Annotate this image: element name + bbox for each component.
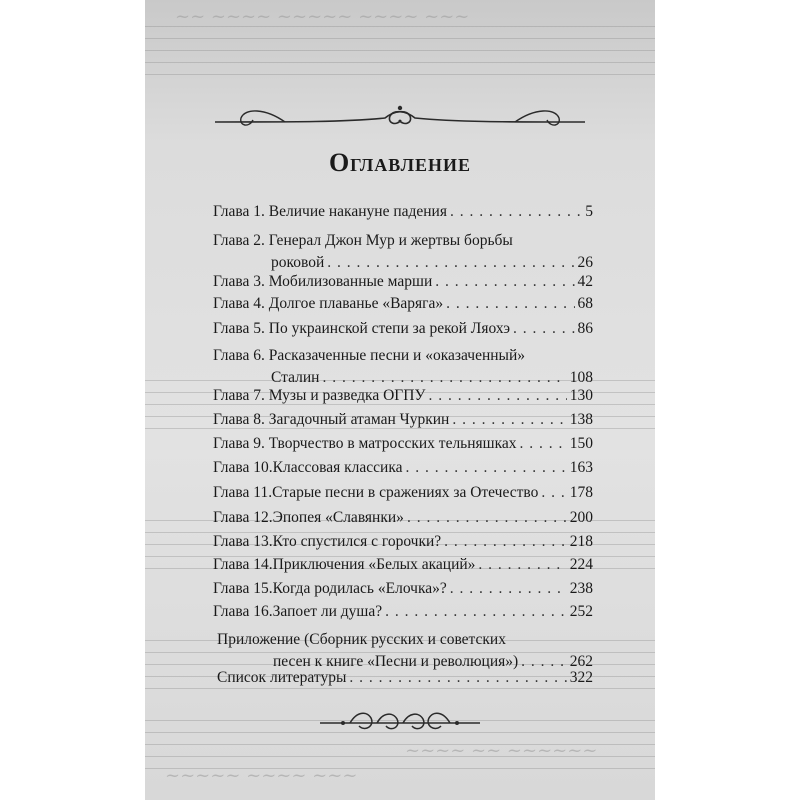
chapter-title: Когда родилась «Елочка»? [272, 580, 447, 597]
toc-entry [213, 482, 593, 504]
leader-dots [478, 554, 566, 576]
bottom-ornament-divider [145, 706, 655, 740]
music-staff-decoration [145, 26, 655, 86]
page-number: 163 [569, 459, 593, 476]
toc-entry [213, 457, 593, 479]
toc-entry [213, 271, 593, 293]
leader-dots [435, 271, 574, 293]
chapter-title: Загадочный атаман Чуркин [268, 411, 450, 428]
handwriting-decoration: ~~~~ ~~ ~~~~~~ [405, 740, 598, 761]
leader-dots [452, 409, 566, 431]
chapter-label: Глава 6. [213, 347, 265, 364]
page-number: 138 [569, 411, 593, 428]
chapter-title: Мобилизованные марши [268, 273, 433, 290]
chapter-label: Глава 8. [213, 411, 265, 428]
bibliography-title: Список литературы [217, 669, 347, 686]
toc-heading: Оглавление [328, 148, 472, 177]
page-number: 26 [577, 254, 593, 271]
chapter-label: Глава 12. [213, 509, 273, 526]
page-number: 42 [577, 273, 593, 290]
chapter-title: Запоет ли душа? [272, 603, 383, 620]
chapter-title: Эпопея «Славянки» [272, 509, 404, 526]
page-number: 200 [569, 509, 593, 526]
appendix-title-continued: песен к книге «Песни и революция») [273, 653, 519, 670]
chapter-title: Приключения «Белых акаций» [272, 556, 476, 573]
toc-entry [213, 345, 593, 389]
leader-dots [513, 318, 574, 340]
toc-entry [213, 507, 593, 529]
leader-dots [450, 578, 567, 600]
leader-dots [446, 293, 574, 315]
chapter-label: Глава 9. [213, 435, 265, 452]
page-number: 108 [569, 369, 593, 386]
page-number: 86 [577, 320, 593, 337]
toc-entry [213, 554, 593, 576]
page-number: 238 [569, 580, 593, 597]
toc-entry [213, 201, 593, 223]
leader-dots [406, 457, 567, 479]
leader-dots [385, 601, 567, 623]
chapter-title: Классовая классика [272, 459, 403, 476]
leader-dots [444, 531, 567, 553]
chapter-title: Старые песни в сражениях за Отечество [272, 484, 539, 501]
toc-entry [213, 531, 593, 553]
page-number: 262 [569, 653, 593, 670]
chapter-label: Глава 15. [213, 580, 273, 597]
chapter-title: Долгое плаванье «Варяга» [268, 295, 444, 312]
leader-dots [520, 433, 567, 455]
chapter-label: Глава 2. [213, 232, 265, 249]
toc-entry-bibliography [213, 667, 593, 689]
leader-dots [407, 507, 567, 529]
chapter-label: Глава 14. [213, 556, 273, 573]
chapter-title: Творчество в матросских тельняшках [268, 435, 517, 452]
chapter-label: Глава 7. [213, 387, 265, 404]
chapter-title: Расказаченные песни и «оказаченный» [268, 347, 526, 364]
page-number: 150 [569, 435, 593, 452]
chapter-title: Генерал Джон Мур и жертвы борьбы [268, 232, 513, 249]
page-number: 322 [569, 669, 593, 686]
chapter-label: Глава 16. [213, 603, 273, 620]
toc-entry [213, 601, 593, 623]
book-page [145, 0, 655, 800]
chapter-title: Музы и разведка ОГПУ [268, 387, 426, 404]
chapter-label: Глава 13. [213, 533, 273, 550]
page-number: 224 [569, 556, 593, 573]
chapter-title-continued: роковой [271, 254, 325, 271]
toc-entry [213, 409, 593, 431]
toc-entry [213, 385, 593, 407]
page-number: 68 [577, 295, 593, 312]
top-ornament-divider [145, 100, 655, 136]
chapter-title: По украинской степи за рекой Ляохэ [268, 320, 511, 337]
page-number: 5 [585, 203, 593, 220]
page-number: 252 [569, 603, 593, 620]
leader-dots [541, 482, 566, 504]
chapter-label: Глава 4. [213, 295, 265, 312]
page-number: 218 [569, 533, 593, 550]
leader-dots [428, 385, 566, 407]
handwriting-decoration: ~~ ~~~~ ~~~~~ ~~~~ ~~~ [175, 6, 470, 27]
page-number: 178 [569, 484, 593, 501]
chapter-title-continued: Сталин [271, 369, 320, 386]
leader-dots [349, 667, 566, 689]
chapter-title: Величие накануне падения [268, 203, 447, 220]
appendix-title: Приложение (Сборник русских и советских [217, 631, 506, 648]
toc-entry [213, 433, 593, 455]
chapter-title: Кто спустился с горочки? [272, 533, 442, 550]
chapter-label: Глава 10. [213, 459, 273, 476]
toc-entry [213, 318, 593, 340]
chapter-label: Глава 5. [213, 320, 265, 337]
chapter-label: Глава 1. [213, 203, 265, 220]
toc-entry [213, 578, 593, 600]
toc-entry [213, 230, 593, 274]
page-number: 130 [569, 387, 593, 404]
leader-dots [450, 201, 582, 223]
toc-entry [213, 293, 593, 315]
chapter-label: Глава 11. [213, 484, 273, 501]
chapter-label: Глава 3. [213, 273, 265, 290]
handwriting-decoration: ~~~~~ ~~~~ ~~~ [165, 765, 358, 786]
